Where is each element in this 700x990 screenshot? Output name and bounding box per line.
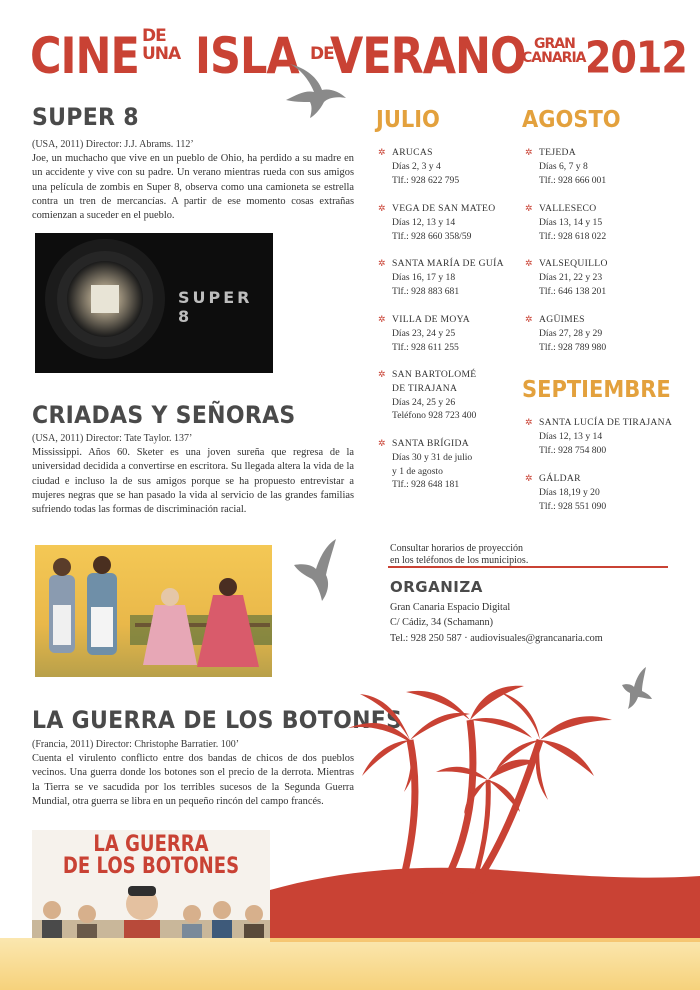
schedule-entry (378, 257, 504, 298)
phone: Tlf.: 928 660 358/59 (392, 230, 472, 242)
schedule-entry (525, 146, 606, 187)
phone: Teléfono 928 723 400 (392, 410, 477, 422)
schedule-entry (525, 416, 672, 457)
month-agosto: AGOSTO (522, 106, 621, 133)
note-line: Consultar horarios de proyección (390, 543, 524, 554)
poster-title-line2: DE LOS BOTONES (62, 854, 240, 879)
schedule-entry (378, 368, 476, 423)
movie-title: SUPER 8 (32, 104, 139, 132)
poster-illustration (35, 545, 272, 677)
poster-title-line1: LA GUERRA (93, 832, 209, 857)
header-year: 2012 (585, 32, 687, 83)
header-gran: GRAN (534, 36, 575, 52)
dates: Días 12, 13 y 14 (539, 430, 603, 442)
location-name: ✲ VALSEQUILLO (525, 257, 608, 271)
organiza-info (390, 600, 603, 646)
dates: Días 16, 17 y 18 (392, 271, 456, 283)
location-name: ✲ AGÜIMES (525, 313, 606, 327)
location-name: ✲ ARUCAS (378, 146, 459, 160)
dates: Días 21, 22 y 23 (539, 271, 603, 283)
phone: Tlf.: 646 138 201 (539, 285, 607, 297)
location-name: ✲ SANTA MARÍA DE GUÍA (378, 257, 504, 271)
schedule-entry (378, 313, 470, 354)
movie-title: CRIADAS Y SEÑORAS (32, 402, 296, 430)
palm-trees-illustration (0, 680, 700, 990)
phone: Tlf.: 928 666 001 (539, 174, 607, 186)
location-name: ✲ SANTA BRÍGIDA (378, 437, 472, 451)
dates-cont: y 1 de agosto (392, 465, 443, 477)
header-verano: VERANO (330, 28, 526, 86)
dates: Días 27, 28 y 29 (539, 327, 603, 339)
month-septiembre: SEPTIEMBRE (522, 376, 671, 403)
schedule-entry (378, 146, 459, 187)
schedule-entry (378, 437, 472, 492)
movie-credits: (USA, 2011) Director: Tate Taylor. 137’ (32, 433, 193, 444)
poster-title: SUPER 8 (178, 288, 253, 326)
location-name: ✲ TEJEDA (525, 146, 606, 160)
note-line: en los teléfonos de los municipios. (390, 555, 529, 566)
movie-title: LA GUERRA DE LOS BOTONES (32, 707, 403, 735)
schedule-entry (378, 202, 495, 243)
organizer-contact: Tel.: 928 250 587 · audiovisuales@grancanaria.com (390, 632, 603, 644)
dates: Días 30 y 31 de julio (392, 451, 473, 463)
header-canaria: CANARIA (522, 50, 586, 66)
header-de-2: DE (310, 44, 334, 64)
schedule-entry (525, 257, 608, 298)
poster-header (30, 22, 687, 86)
schedule-entry (525, 472, 606, 513)
schedule-note (390, 543, 528, 567)
phone: Tlf.: 928 789 980 (539, 341, 607, 353)
header-de: DE (142, 26, 166, 46)
dates: Días 23, 24 y 25 (392, 327, 456, 339)
header-una: UNA (142, 44, 181, 64)
location-name: ✲ SAN BARTOLOMÉ (378, 368, 476, 382)
movie-poster-super8 (35, 233, 273, 373)
movie-synopsis: Mississippi. Años 60. Sketer es una joven sureña que regresa de la universidad decidida a convertirse en escritora. Su llegada altera la vida de la ciudad e incluso la de sus amigos porque se ha propuesto entrevistar a mujeres negras que se han pasado la vida al servicio de las grandes familias sufriendo todas las formas de discriminación racial. (32, 447, 354, 516)
phone: Tlf.: 928 622 795 (392, 174, 460, 186)
location-name: ✲ VEGA DE SAN MATEO (378, 202, 495, 216)
location-name: ✲ GÁLDAR (525, 472, 606, 486)
header-isla: ISLA (195, 28, 299, 86)
movie-poster-criadas (35, 545, 272, 677)
phone: Tlf.: 928 551 090 (539, 500, 607, 512)
schedule-entry (525, 202, 606, 243)
header-cine: CINE (30, 28, 139, 86)
dates: Días 13, 14 y 15 (539, 216, 603, 228)
phone: Tlf.: 928 883 681 (392, 285, 460, 297)
location-name: ✲ VILLA DE MOYA (378, 313, 470, 327)
dates: Días 12, 13 y 14 (392, 216, 456, 228)
dates: Días 18,19 y 20 (539, 486, 600, 498)
location-name: ✲ SANTA LUCÍA DE TIRAJANA (525, 416, 672, 430)
organizer-name: Gran Canaria Espacio Digital (390, 602, 511, 613)
bird-icon (290, 535, 340, 605)
phone: Tlf.: 928 754 800 (539, 444, 607, 456)
organizer-address: C/ Cádiz, 34 (Schamann) (390, 617, 493, 629)
location-name-cont: DE TIRAJANA (392, 382, 458, 394)
phone: Tlf.: 928 618 022 (539, 230, 607, 242)
bird-icon (280, 60, 350, 120)
dates: Días 24, 25 y 26 (392, 396, 456, 408)
movie-synopsis: Cuenta el virulento conflicto entre dos bandas de chicos de dos pueblos vecinos. Una guerra donde los botones son el precio de la derrota. Mientras la Tierra se ve sacudida por los terribles sucesos de la Segunda Guerra Mundial, otra guerra se libra en un pequeño rincón del campo francés. (32, 753, 354, 807)
movie-synopsis: Joe, un muchacho que vive en un pueblo de Ohio, ha perdido a su madre en un accidente y vive con su padre. Un verano mientras rueda con sus amigos una película de zombis en Super 8, observa como una camioneta se estrella contra un tren de mercancías. A partir de ese momento cosas extrañas comienzan a suceder en el pueblo. (32, 153, 354, 222)
divider (388, 566, 668, 568)
organiza-title: ORGANIZA (390, 578, 483, 596)
dates: Días 6, 7 y 8 (539, 160, 588, 172)
schedule-entry (525, 313, 606, 354)
movie-credits: (USA, 2011) Director: J.J. Abrams. 112’ (32, 139, 194, 150)
dates: Días 2, 3 y 4 (392, 160, 441, 172)
phone: Tlf.: 928 611 255 (392, 341, 459, 353)
location-name: ✲ VALLESECO (525, 202, 606, 216)
movie-credits: (Francia, 2011) Director: Christophe Barratier. 100’ (32, 739, 240, 750)
phone: Tlf.: 928 648 181 (392, 479, 460, 491)
month-julio: JULIO (376, 106, 440, 133)
